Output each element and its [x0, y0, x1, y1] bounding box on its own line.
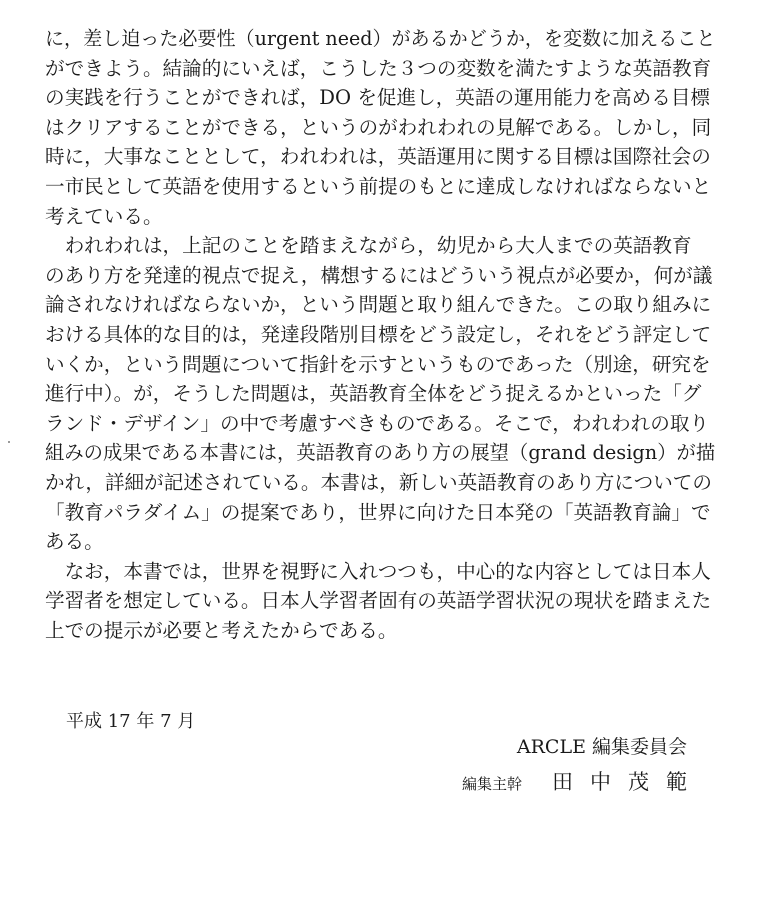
text-line: 組みの成果である本書には，英語教育のあり方の展望（grand design）が描	[45, 441, 716, 465]
text-line: ランド・デザイン」の中で考慮すべきものである。そこで，われわれの取り	[45, 411, 710, 435]
text-line: ある。	[45, 530, 104, 554]
text-line: ができよう。結論的にいえば，こうした３つの変数を満たすような英語教育	[45, 56, 712, 80]
text-line: おける具体的な目的は，発達段階別目標をどう設定し，それをどう評定して	[45, 323, 712, 346]
text-line: はクリアすることができる，というのがわれわれの見解である。しかし，同	[45, 115, 712, 139]
text-line: 進行中）。が，そうした問題は，英語教育全体をどう捉えるかといった「グ	[45, 382, 702, 406]
preface-date: 平成 17 年 7 月	[66, 711, 196, 732]
text-line: のあり方を発達的視点で捉え，構想するにはどういう視点が必要か，何が議	[45, 263, 713, 287]
editor-signature	[461, 766, 704, 796]
committee-name: ARCLE 編集委員会	[516, 736, 687, 758]
scan-speck	[8, 441, 10, 443]
editor-name: 田中茂範	[552, 770, 704, 794]
text-line: いくか，という問題について指針を示すというものであった（別途，研究を	[45, 352, 711, 376]
editor-title: 編集主幹	[461, 775, 522, 793]
text-line: 論されなければならないか，という問題と取り組んできた。この取り組みに	[45, 293, 712, 317]
text-line: われわれは，上記のことを踏まえながら，幼児から大人までの英語教育	[45, 234, 692, 258]
text-line: 学習者を想定している。日本人学習者固有の英語学習状況の現状を踏まえた	[45, 589, 712, 613]
text-line: 考えている。	[45, 204, 163, 228]
text-line: の実践を行うことができれば，DO を促進し，英語の運用能力を高める目標	[45, 86, 711, 110]
text-line: 時に，大事なこととして，われわれは，英語運用に関する目標は国際社会の	[45, 145, 711, 169]
text-line: 一市民として英語を使用するという前提のもとに達成しなければならないと	[45, 175, 712, 198]
text-line: 「教育パラダイム」の提案であり，世界に向けた日本発の「英語教育論」で	[45, 500, 711, 524]
text-line: に，差し迫った必要性（urgent need）があるかどうか，を変数に加えること	[45, 27, 716, 50]
text-line: かれ，詳細が記述されている。本書は，新しい英語教育のあり方についての	[45, 471, 712, 494]
text-line: なお，本書では，世界を視野に入れつつも，中心的な内容としては日本人	[45, 559, 711, 583]
text-line: 上での提示が必要と考えたからである。	[45, 619, 398, 642]
